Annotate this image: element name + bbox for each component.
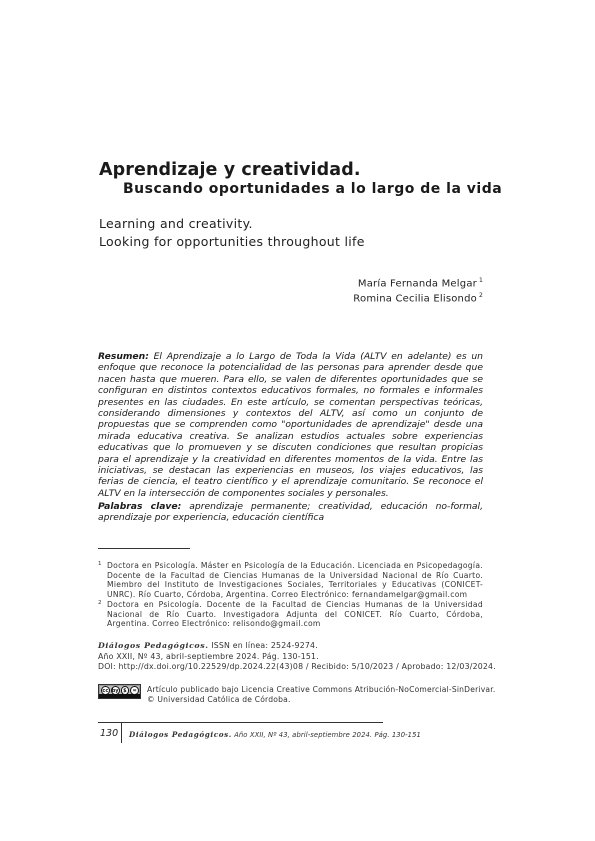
by-glyph: by xyxy=(111,687,119,694)
footer-journal-name: Diálogos Pedagógicos. xyxy=(129,730,232,739)
footnote-1 xyxy=(98,561,483,599)
license-line-2: © Universidad Católica de Córdoba. xyxy=(147,694,291,704)
abstract-paragraph xyxy=(98,351,483,499)
footnote-2 xyxy=(98,600,483,629)
footer-issue-text: Año XXII, Nº 43, abril-septiembre 2024. Pág. 130-151 xyxy=(234,731,421,739)
journal-issn: ISSN en línea: 2524-9274. xyxy=(211,641,318,650)
author-1 xyxy=(358,277,483,289)
footnote-text: Doctora en Psicología. Máster en Psicología de la Educación. Licenciada en Psicopedagogía. Docente de la Facultad de Ciencias Humanas de la Universidad Nacional de Río Cuarto. Miembro del Instituto de Investigaciones Sociales, Territoriales y Educativas (CONICET-UNRC). Río Cuarto, Córdoba, Argentina. Correo Electrónico: fernandamelgar@gmail.com xyxy=(107,561,483,599)
author-name: María Fernanda Melgar xyxy=(357,278,477,290)
article-subtitle: Buscando oportunidades a lo largo de la vida xyxy=(123,181,503,197)
abstract-label: Resumen: xyxy=(98,351,149,362)
footer-vertical-rule xyxy=(121,723,122,743)
journal-issn-line xyxy=(98,641,498,652)
cc-license-icon[interactable] xyxy=(98,684,141,699)
footnote-number: 1 xyxy=(98,561,102,567)
badge-strip xyxy=(99,694,140,698)
footnote-marker[interactable]: 1 xyxy=(478,277,483,284)
journal-doi-line[interactable]: DOI: http://dx.doi.org/10.22529/dp.2024.22(43)08 / Recibido: 5/10/2023 / Aprobado: 12/03/2024. xyxy=(98,662,496,672)
license-line-1: Artículo publicado bajo Licencia Creative Commons Atribución-NoComercial-SinDerivar. xyxy=(147,685,496,694)
keywords-paragraph xyxy=(98,501,483,524)
license-text xyxy=(147,685,496,704)
nd-glyph: = xyxy=(130,686,139,695)
page-number: 130 xyxy=(100,728,119,739)
keywords-text: aprendizaje permanente; creatividad, educación no-formal, aprendizaje por experiencia, educación científica xyxy=(98,501,484,524)
english-title-line-1: Learning and creativity. xyxy=(99,216,253,231)
footnote-divider xyxy=(98,548,190,549)
running-footer xyxy=(129,730,421,739)
journal-name: Diálogos Pedagógicos. xyxy=(98,641,209,650)
article-title: Aprendizaje y creatividad. xyxy=(99,160,361,180)
abstract-text: El Aprendizaje a lo Largo de Toda la Vida (ALTV en adelante) es un enfoque que reconoce la potencialidad de las personas para aprender desde que nacen hasta que mueren. Para ello, se valen de diferentes oportunidades que se configuran en distintos contextos educativos formales, no formales e informales presentes en las ciudades. En este artículo, se comentan perspectivas teóricas, considerando dimensiones y contextos del ALTV, así como un conjunto de propuestas que se comprenden como "oportunidades de aprendizaje" desde una mirada educativa creativa. Se analizan estudios actuales sobre experiencias educativas que lo promueven y se discuten condiciones que resultan propicias para el aprendizaje y la creatividad en diferentes momentos de la vida. Entre las iniciativas, se destacan las experiencias en museos, los viajes educativos, las ferias de ciencia, el teatro científico y el aprendizaje comunitario. Se reconoce el ALTV en la intersección de componentes sociales y personales. xyxy=(98,351,483,499)
cc-glyph: cc xyxy=(102,687,109,694)
keywords-label: Palabras clave: xyxy=(98,501,182,512)
author-name: Romina Cecilia Elisondo xyxy=(353,293,477,305)
footnote-text: Doctora en Psicología. Docente de la Facultad de Ciencias Humanas de la Universidad Nacional de Río Cuarto. Investigadora Adjunta del CONICET. Río Cuarto, Córdoba, Argentina. Correo Electrónico: relisondo@gmail.com xyxy=(107,600,483,629)
footnote-marker[interactable]: 2 xyxy=(478,292,483,299)
author-2 xyxy=(353,292,483,304)
journal-info xyxy=(98,641,498,673)
nc-glyph: $ xyxy=(121,686,130,695)
footer-rule xyxy=(98,722,383,723)
english-title-line-2: Looking for opportunities throughout life xyxy=(99,234,365,249)
journal-issue-line: Año XXII, Nº 43, abril-septiembre 2024. Pág. 130-151. xyxy=(98,651,319,661)
footnote-number: 2 xyxy=(98,600,102,606)
